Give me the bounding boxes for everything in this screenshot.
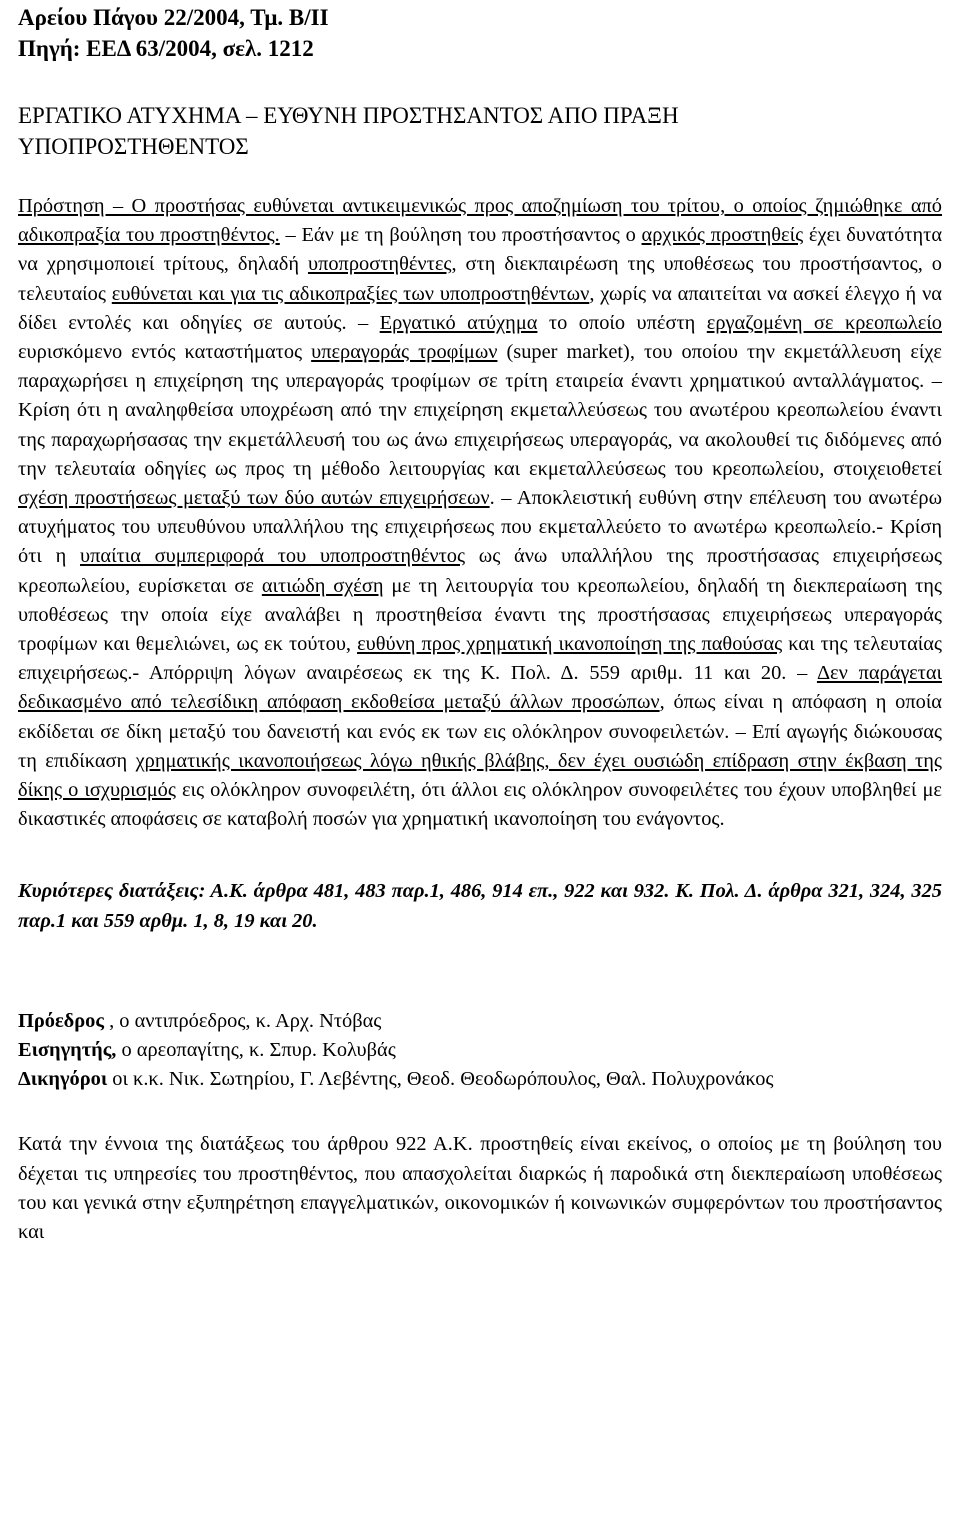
title-line-1: ΕΡΓΑΤΙΚΟ ΑΤΥΧΗΜΑ – ΕΥΘΥΝΗ ΠΡΟΣΤΗΣΑΝΤΟΣ ΑΠΟ ΠΡΑΞΗ	[18, 103, 679, 128]
lawyers-row	[18, 1065, 942, 1094]
rapporteur-name: ο αρεοπαγίτης, κ. Σπυρ. Κολυβάς	[116, 1039, 396, 1062]
underlined-phrase: ευθύνη προς χρηματική ικανοποίηση της παθούσας	[357, 633, 783, 656]
rapporteur-role: Εισηγητής,	[18, 1039, 117, 1062]
text-segment: , στη διεκπαιρέωση της υποθέσεως του προστήσαντος, ο τελευταίος	[18, 253, 943, 305]
title-line-2: ΥΠΟΠΡΟΣΤΗΘΕΝΤΟΣ	[18, 134, 249, 159]
underlined-phrase: αρχικός προστηθείς	[641, 224, 804, 247]
text-segment: – Εάν με τη βούληση του προστήσαντος ο	[279, 224, 642, 247]
text-segment: ευρισκόμενο εντός καταστήματος	[18, 341, 312, 364]
text-segment: , όπως είναι η απόφαση η οποία εκδίδεται σε δίκη μεταξύ του δανειστή και ενός εκ των εις ολόκληρον συνοφειλετών. – Επί αγωγής διώκουσας τη επιδίκαση	[18, 691, 942, 772]
underlined-phrase: υπαίτια συμπεριφορά του υποπροστηθέντος	[80, 545, 466, 568]
decision-summary: Κατά την έννοια της διατάξεως του άρθρου 922 Α.Κ. προστηθείς είναι εκείνος, ο οποίος με τη βούληση του δέχεται τις υπηρεσίες του προστηθέντος, που απασχολείται διαρκώς ή παροδικά στη διεκπεραίωση υποθέσεως του και γενικά στην εξυπηρέτηση επαγγελματικών, οικονομικών ή κοινωνικών συμφερόντων του προστήσαντος και	[18, 1133, 942, 1244]
underlined-phrase: σχέση προστήσεως μεταξύ των δύο αυτών επιχειρήσεων	[18, 487, 490, 510]
president-role: Πρόεδρος	[18, 1009, 104, 1032]
headnote-paragraph	[18, 192, 942, 834]
source-reference: Πηγή: ΕΕΔ 63/2004, σελ. 1212	[18, 36, 314, 61]
rapporteur-row	[18, 1036, 942, 1065]
lawyers-role: Δικηγόροι	[18, 1068, 108, 1091]
underlined-phrase: ευθύνεται και για τις αδικοπραξίες των υποπροστηθέντων	[111, 282, 590, 305]
text-segment: και της τελευταίας επιχειρήσεως.- Απόρριψη λόγων αναιρέσεως εκ της Κ. Πολ. Δ. 559 αριθμ. 11 και 20. –	[18, 633, 942, 685]
underlined-phrase: Εργατικό ατύχημα	[379, 311, 538, 334]
text-segment: (super market), του οποίου την εκμετάλλευση είχε παραχωρήσει η επιχείρηση της υπεραγοράς τροφίμων σε τρίτη εταιρεία έναντι χρηματικού ανταλλάγματος. – Κρίση ότι η αναληφθείσα υποχρέωση από την επιχείρηση εκμεταλλεύσεως του ανωτέρου κρεοπωλείου έναντι της παραχωρήσασας την εκμετάλλευσή του ως άνω επιχειρήσεως υπεραγοράς, να ακολουθεί τις διδόμενες από την τελευταία οδηγίες ως προς τη μέθοδο λειτουργίας και εκμεταλλεύσεως του κρεοπωλείου, στοιχειοθετεί	[18, 341, 942, 480]
lawyers-names: οι κ.κ. Νικ. Σωτηρίου, Γ. Λεβέντης, Θεοδ. Θεοδωρόπουλος, Θαλ. Πολυχρονάκος	[107, 1068, 774, 1091]
underlined-phrase: εργαζομένη σε κρεοπωλείο	[706, 311, 942, 334]
underlined-phrase: Δεν παράγεται δεδικασμένο από τελεσίδικη απόφαση εκδοθείσα μεταξύ άλλων προσώπων	[18, 662, 942, 714]
text-segment: με τη λειτουργία του κρεοπωλείου, δηλαδή τη διεκπεραίωση της υποθέσεως την οποία είχε αναλάβει η προστηθείσα έναντι της προστήσασας επιχειρήσεως υπεραγοράς τροφίμων και θεμελιώνει, ως εκ τούτου,	[18, 574, 942, 656]
underlined-phrase: χρηματικής ικανοποιήσεως λόγω ηθικής βλάβης, δεν έχει ουσιώδη επίδραση στην έκβαση της δίκης ο ισχυρισμός	[18, 749, 942, 802]
text-segment: έχει δυνατότητα να χρησιμοποιεί τρίτους, δηλαδή	[18, 224, 943, 276]
underlined-phrase: Πρόστηση – Ο προστήσας ευθύνεται αντικειμενικώς προς αποζημίωση του τρίτου, ο οποίος ζημιώθηκε από αδικοπραξία του προστηθέντος.	[18, 195, 942, 247]
text-segment: . – Αποκλειστική ευθύνη στην επέλευση του ανωτέρω ατυχήματος του υπευθύνου υπαλλήλου της επιχειρήσεως που εκμεταλλεύετο το ανωτέρω κρεοπωλείο.- Κρίση ότι η	[18, 487, 942, 568]
president-name: , ο αντιπρόεδρος, κ. Αρχ. Ντόβας	[103, 1009, 382, 1032]
text-segment: ως άνω υπαλλήλου της προστήσασας επιχειρήσεως κρεοπωλείου, ευρίσκεται σε	[18, 545, 942, 597]
document-page	[18, 0, 942, 1247]
text-segment: εις ολόκληρον συνοφειλέτη, ότι άλλοι εις ολόκληρον συνοφειλέτες του έχουν υποβληθεί με δικαστικές αποφάσεις σε καταβολή ποσών για χρηματική ικανοποίηση του ενάγοντος.	[18, 779, 942, 831]
underlined-phrase: αιτιώδη σχέση	[261, 574, 384, 597]
court-reference: Αρείου Πάγου 22/2004, Τμ. Β/ΙΙ	[18, 5, 329, 30]
text-segment: , χωρίς να απαιτείται να ασκεί έλεγχο ή να δίδει εντολές και οδηγίες σε αυτούς. –	[18, 282, 942, 334]
court-composition	[18, 1007, 942, 1095]
document-title	[18, 100, 942, 162]
key-provisions: Κυριότερες διατάξεις: Α.Κ. άρθρα 481, 483 παρ.1, 486, 914 επ., 922 και 932. Κ. Πολ. Δ. άρθρα 321, 324, 325 παρ.1 και 559 αρθμ. 1, 8, 19 και 20.	[18, 880, 942, 932]
underlined-phrase: υπεραγοράς τροφίμων	[311, 341, 498, 364]
president-row	[18, 1007, 942, 1036]
text-segment: το οποίο υπέστη	[537, 311, 707, 334]
document-header	[18, 2, 942, 64]
underlined-phrase: υποπροστηθέντες	[307, 253, 452, 276]
